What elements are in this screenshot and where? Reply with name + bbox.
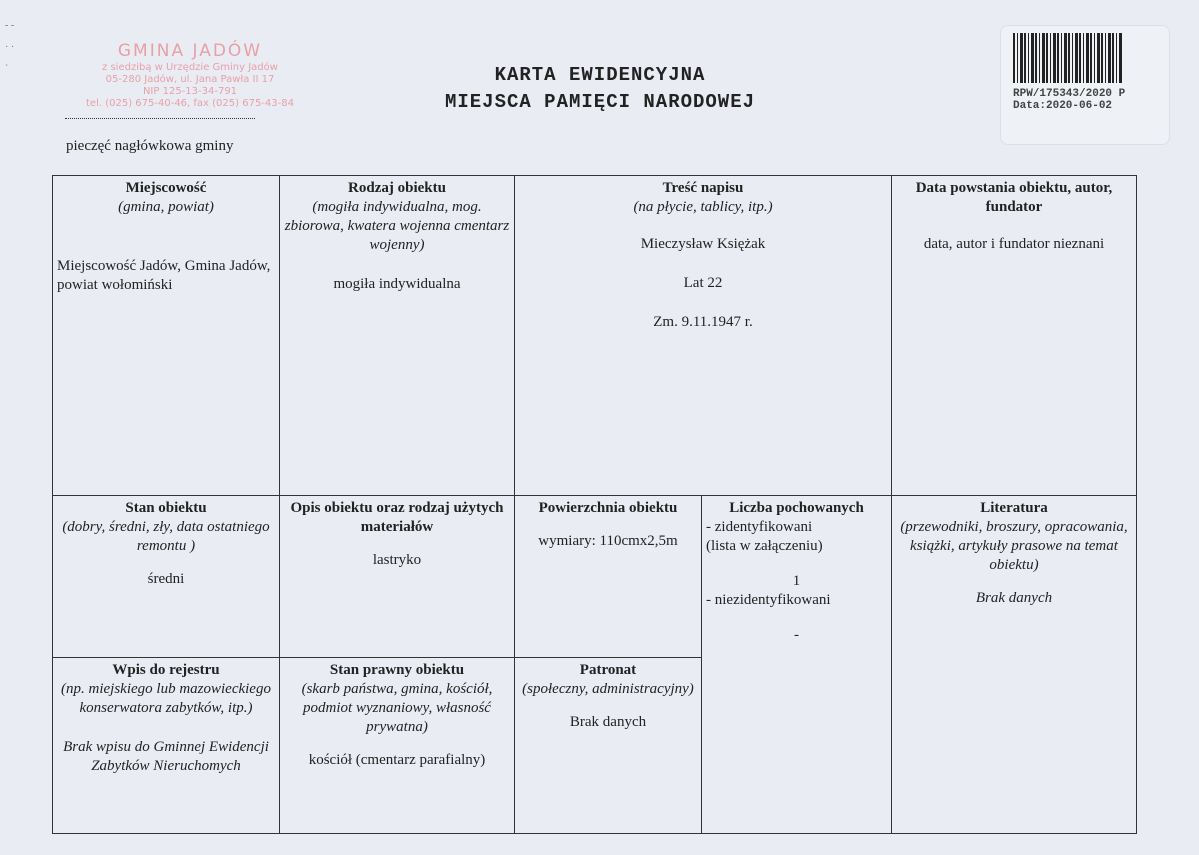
cell-data-powstania: [891, 175, 1137, 496]
cell-tresc: [514, 175, 892, 496]
cell-value: Lat 22: [683, 275, 723, 291]
cell-value: 1: [792, 573, 801, 589]
title-line: MIEJSCA PAMIĘCI NARODOWEJ: [444, 91, 756, 113]
dotted-line: [65, 118, 255, 119]
cell-literatura: [891, 495, 1137, 834]
cell-title: Opis obiektu oraz rodzaj użytych materiałów: [290, 500, 504, 535]
cell-hint: (np. miejskiego lub mazowieckiego konserwatora zabytków, itp.): [61, 681, 271, 716]
cell-title: Liczba pochowanych: [729, 500, 864, 516]
cell-title: Wpis do rejestru: [112, 662, 220, 678]
title-line: KARTA EWIDENCYJNA: [494, 64, 706, 86]
cell-title: Rodzaj obiektu: [348, 180, 446, 196]
cell-miejscowosc: [52, 175, 280, 496]
cell-stan: [52, 495, 280, 658]
barcode: [1013, 33, 1123, 83]
cell-value: Brak danych: [975, 590, 1053, 606]
stamp-line: z siedzibą w Urzędzie Gminy Jadów: [102, 62, 278, 73]
cell-value: Brak danych: [569, 714, 647, 730]
cell-value: lastryko: [372, 552, 422, 568]
cell-patronat: [514, 657, 702, 834]
cell-rodzaj: [279, 175, 515, 496]
stamp-line: 05-280 Jadów, ul. Jana Pawła II 17: [105, 74, 275, 85]
cell-hint: (dobry, średni, zły, data ostatniego remontu ): [62, 519, 270, 554]
cell-wpis: [52, 657, 280, 834]
cell-text: - niezidentyfikowani: [706, 592, 831, 608]
document-title: [350, 62, 850, 116]
cell-value: Miejscowość Jadów, Gmina Jadów, powiat wołomiński: [57, 258, 271, 293]
cell-title: Stan prawny obiektu: [329, 662, 465, 678]
cell-value: kościół (cmentarz parafialny): [308, 752, 486, 768]
cell-value: mogiła indywidualna: [333, 276, 461, 292]
cell-hint: (skarb państwa, gmina, kościół, podmiot wyznaniowy, własność prywatna): [301, 681, 493, 735]
cell-title: Treść napisu: [662, 180, 744, 196]
registry-date: Data:2020-06-02: [1013, 100, 1113, 112]
cell-title: Miejscowość: [125, 180, 207, 196]
registry-number: RPW/175343/2020 P: [1013, 88, 1126, 100]
cell-value: Mieczysław Księżak: [640, 236, 766, 252]
cell-text: (lista w załączeniu): [706, 538, 823, 554]
stamp-name: GMINA JADÓW: [117, 41, 263, 61]
cell-stan-prawny: [279, 657, 515, 834]
stamp-line: tel. (025) 675-40-46, fax (025) 675-43-84: [86, 98, 294, 109]
cell-hint: (na płycie, tablicy, itp.): [633, 199, 773, 215]
cell-hint: (mogiła indywidualna, mog. zbiorowa, kwatera wojenna cmentarz wojenny): [284, 199, 510, 253]
stamp-caption: pieczęć nagłówkowa gminy: [66, 138, 234, 154]
cell-hint: (przewodniki, broszury, opracowania, książki, artykuły prasowe na temat obiektu): [900, 519, 1128, 573]
cell-title: Data powstania obiektu, autor, fundator: [915, 180, 1113, 215]
cell-value: średni: [147, 571, 185, 587]
cell-text: - zidentyfikowani: [706, 519, 813, 535]
cell-value: data, autor i fundator nieznani: [923, 236, 1105, 252]
cell-value: -: [794, 627, 799, 643]
cell-title: Literatura: [980, 500, 1048, 516]
scan-marks: - - · · `: [5, 20, 15, 75]
cell-hint: (społeczny, administracyjny): [522, 681, 694, 697]
cell-hint: (gmina, powiat): [118, 199, 214, 215]
cell-liczba: [701, 495, 892, 834]
cell-value: wymiary: 110cmx2,5m: [538, 533, 678, 549]
cell-title: Stan obiektu: [125, 500, 207, 516]
registry-label-text: [1013, 88, 1125, 112]
cell-title: Patronat: [579, 662, 637, 678]
municipality-stamp: [60, 40, 320, 110]
cell-powierzchnia: [514, 495, 702, 658]
cell-value: Zm. 9.11.1947 r.: [653, 314, 753, 330]
cell-title: Powierzchnia obiektu: [538, 500, 678, 516]
stamp-line: NIP 125-13-34-791: [142, 86, 238, 97]
cell-opis: [279, 495, 515, 658]
cell-value: Brak wpisu do Gminnej Ewidencji Zabytków Nieruchomych: [63, 739, 269, 774]
